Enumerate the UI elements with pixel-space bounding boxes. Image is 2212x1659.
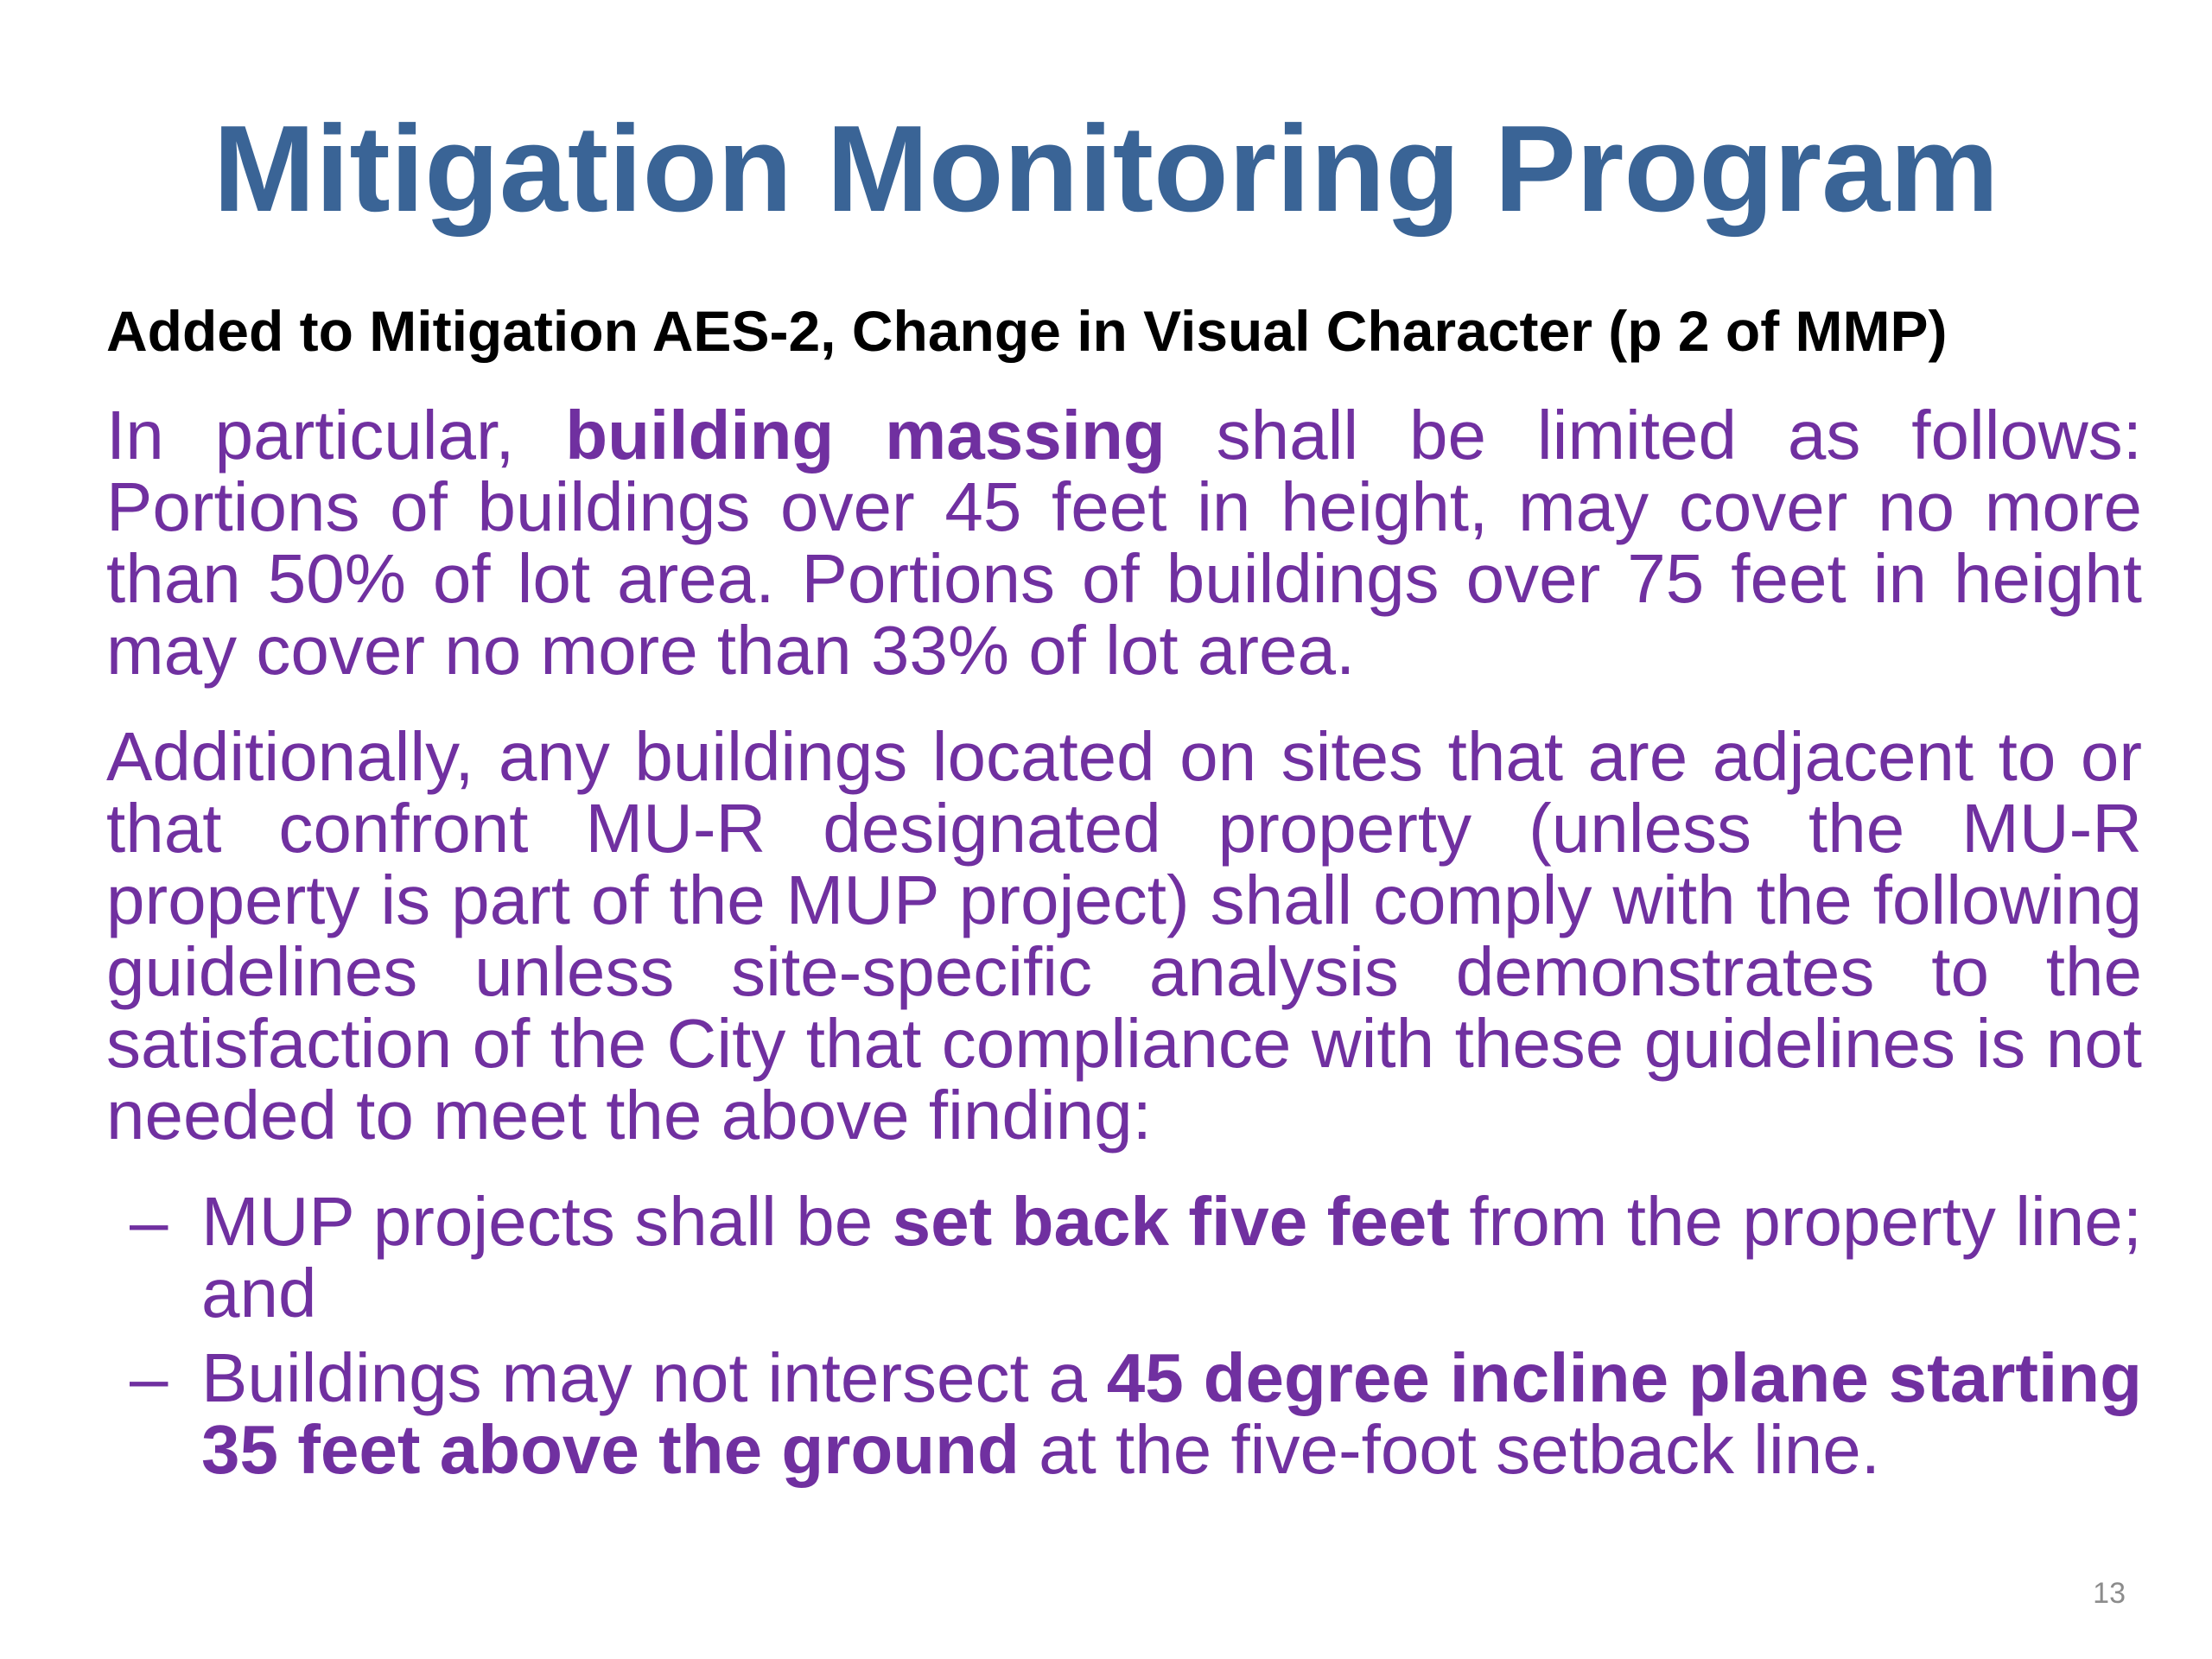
bullet-2-bold: 45 degree incline plane starting 35 feet above the ground — [201, 1339, 2142, 1488]
bullet-incline-plane — [130, 1339, 2142, 1488]
bullet-dash: – — [130, 1339, 168, 1416]
bullet-1-bold: set back five feet — [892, 1183, 1450, 1260]
bullet-dash: – — [130, 1183, 168, 1260]
slide-subtitle: Added to Mitigation AES-2, Change in Visual Character (p 2 of MMP) — [106, 299, 1948, 363]
paragraph-1-bold: building massing — [565, 397, 1166, 474]
paragraph-1-post: shall be limited as follows: Portions of buildings over 45 feet in height, may cover no more than 50% of lot area. Portions of buildings over 75 feet in height may cover no more than 33% of lot area. — [106, 397, 2142, 689]
bullet-1-pre: MUP projects shall be — [201, 1183, 893, 1260]
bullet-setback — [130, 1183, 2143, 1332]
bullet-2-post: at the five-foot setback line. — [1019, 1411, 1880, 1488]
paragraph-additional-guidelines: Additionally, any buildings located on sites that are adjacent to or that confront MU-R designated property (unless the MU-R property is part of the MUP project) shall comply with the following guidelines unless site-specific analysis demonstrates to the satisfaction of the City that compliance with these guidelines is not needed to meet the above finding: — [106, 718, 2142, 1154]
slide-title: Mitigation Monitoring Program — [213, 100, 1999, 238]
paragraph-building-massing — [106, 397, 2142, 689]
page-number: 13 — [2093, 1577, 2126, 1610]
bullet-2-pre: Buildings may not intersect a — [201, 1339, 1107, 1416]
paragraph-1-pre: In particular, — [106, 397, 566, 474]
bullet-1-post: from the property line; and — [201, 1183, 2143, 1332]
